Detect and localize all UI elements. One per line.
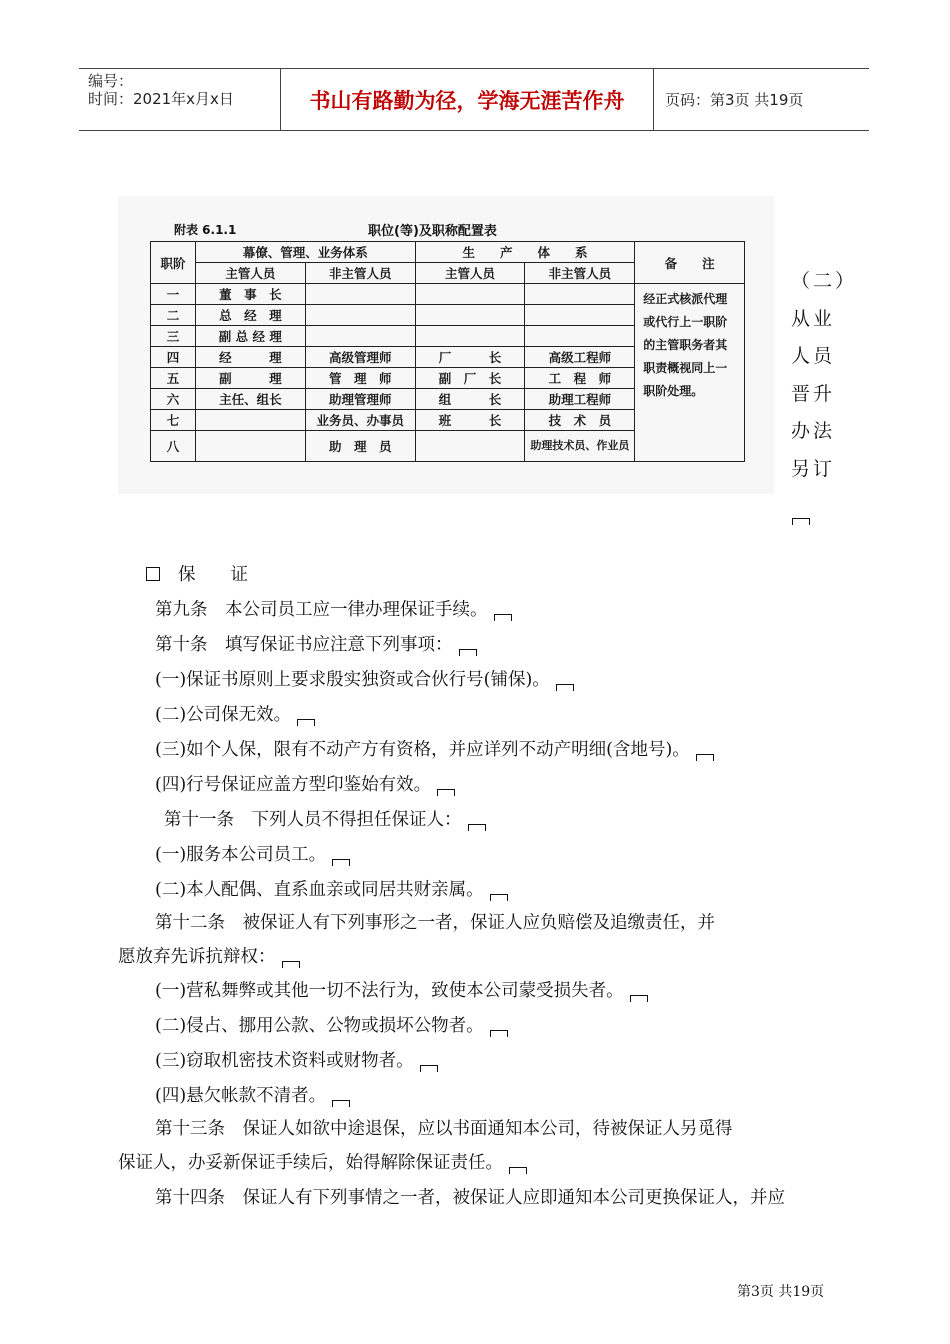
- cell: 业务员、办事员: [305, 410, 415, 431]
- paragraph-mark-icon: [332, 859, 350, 866]
- cell-level: 一: [151, 284, 196, 305]
- paragraph-mark-icon: [297, 719, 315, 726]
- sub-head-non-manager: 非主管人员: [305, 263, 415, 284]
- paragraph-mark-icon: [792, 504, 810, 525]
- body-line: (四)悬欠帐款不清者。: [155, 1082, 350, 1107]
- cell-level: 三: [151, 326, 196, 347]
- cell: [305, 326, 415, 347]
- head-group-production: 生 产 体 系: [415, 242, 635, 263]
- cell-level: 六: [151, 389, 196, 410]
- cell: 厂 长: [415, 347, 525, 368]
- cell: 助理技术员、作业员: [525, 431, 635, 462]
- sub-head-manager: 主管人员: [195, 263, 305, 284]
- body-line: (三)窃取机密技术资料或财物者。: [155, 1047, 438, 1072]
- body-line: 第十一条 下列人员不得担任保证人：: [164, 806, 486, 831]
- cell: [195, 410, 305, 431]
- cell-level: 七: [151, 410, 196, 431]
- body-line: 愿放弃先诉抗辩权：: [118, 943, 300, 968]
- table-row: [151, 284, 745, 305]
- body-line: (一)保证书原则上要求殷实独资或合伙行号(铺保)。: [155, 666, 574, 691]
- cell: [415, 326, 525, 347]
- header-motto: 书山有路勤为径，学海无涯苦作舟: [309, 88, 625, 113]
- table-caption-title: 职位(等)及职称配置表: [368, 224, 497, 239]
- time-label: 时间：2021年x月x日: [88, 90, 234, 108]
- body-line: (一)营私舞弊或其他一切不法行为，致使本公司蒙受损失者。: [155, 977, 648, 1002]
- cell: 总 经 理: [195, 305, 305, 326]
- cell-level: 八: [151, 431, 196, 462]
- paragraph-mark-icon: [282, 961, 300, 968]
- body-line: (二)公司保无效。: [155, 701, 315, 726]
- paragraph-mark-icon: [459, 649, 477, 656]
- cell: [305, 284, 415, 305]
- paragraph-mark-icon: [556, 684, 574, 691]
- cell: 助理工程师: [525, 389, 635, 410]
- cell: 管 理 师: [305, 368, 415, 389]
- body-line: (二)侵占、挪用公款、公物或损坏公物者。: [155, 1012, 508, 1037]
- paragraph-mark-icon: [696, 754, 714, 761]
- cell: [525, 326, 635, 347]
- head-group-admin: 幕僚、管理、业务体系: [195, 242, 415, 263]
- paragraph-mark-icon: [490, 1030, 508, 1037]
- cell-remark: 经正式核派代理或代行上一职阶的主管职务者其职责概视同上一职阶处理。: [635, 284, 745, 462]
- body-line: (二)本人配偶、直系血亲或同居共财亲属。: [155, 876, 508, 901]
- body-line: 第十四条 保证人有下列事情之一者，被保证人应即通知本公司更换保证人，并应: [155, 1188, 785, 1208]
- cell: 技 术 员: [525, 410, 635, 431]
- paragraph-mark-icon: [332, 1100, 350, 1107]
- checkbox-icon: [146, 567, 160, 581]
- cell: 助 理 员: [305, 431, 415, 462]
- paragraph-mark-icon: [490, 894, 508, 901]
- side-text: 另订: [791, 458, 836, 480]
- cell: 组 长: [415, 389, 525, 410]
- cell: 助理管理师: [305, 389, 415, 410]
- side-text: 办法: [791, 420, 836, 442]
- paragraph-mark-icon: [437, 789, 455, 796]
- cell: [415, 305, 525, 326]
- sub-head-non-manager: 非主管人员: [525, 263, 635, 284]
- section-title: 保 证: [146, 561, 248, 586]
- cell: 班 长: [415, 410, 525, 431]
- cell: 主任、组长: [195, 389, 305, 410]
- paragraph-mark-icon: [468, 824, 486, 831]
- body-line: (一)服务本公司员工。: [155, 841, 350, 866]
- body-line: 第十三条 保证人如欲中途退保，应以书面通知本公司，待被保证人另觅得: [155, 1119, 733, 1139]
- cell: [415, 431, 525, 462]
- cell: [195, 431, 305, 462]
- side-text: （二）: [791, 270, 858, 292]
- cell-level: 四: [151, 347, 196, 368]
- cell: 副 厂 长: [415, 368, 525, 389]
- header-page-label: 页码：第3页 共19页: [665, 91, 804, 109]
- cell: [305, 305, 415, 326]
- body-line: 保证人，办妥新保证手续后，始得解除保证责任。: [118, 1149, 527, 1174]
- paragraph-mark-icon: [509, 1167, 527, 1174]
- side-text: 人员: [791, 345, 836, 367]
- table-caption-number: 附表 6.1.1: [174, 223, 237, 237]
- side-text: 晋升: [791, 383, 836, 405]
- cell: 高级工程师: [525, 347, 635, 368]
- cell: 副 理: [195, 368, 305, 389]
- head-level: 职阶: [151, 242, 196, 284]
- paragraph-mark-icon: [494, 614, 512, 621]
- cell: 经 理: [195, 347, 305, 368]
- sub-head-manager: 主管人员: [415, 263, 525, 284]
- cell: [525, 284, 635, 305]
- cell: 副 总 经 理: [195, 326, 305, 347]
- position-table-image: [118, 196, 774, 494]
- header-divider: [653, 69, 654, 130]
- body-line: 第十条 填写保证书应注意下列事项：: [155, 631, 477, 656]
- cell: 工 程 师: [525, 368, 635, 389]
- document-header: [79, 68, 869, 131]
- body-line: 第九条 本公司员工应一律办理保证手续。: [155, 596, 512, 621]
- cell-level: 二: [151, 305, 196, 326]
- cell: 高级管理师: [305, 347, 415, 368]
- body-line: 第十二条 被保证人有下列事形之一者，保证人应负赔偿及追缴责任，并: [155, 913, 715, 933]
- page-footer: 第3页 共19页: [737, 1284, 825, 1300]
- cell-level: 五: [151, 368, 196, 389]
- paragraph-mark-icon: [420, 1065, 438, 1072]
- cell: [415, 284, 525, 305]
- cell: 董 事 长: [195, 284, 305, 305]
- header-meta: [88, 72, 234, 108]
- number-label: 编号：: [88, 72, 134, 90]
- head-remark: 备 注: [635, 242, 745, 284]
- side-text: 从业: [791, 308, 836, 330]
- paragraph-mark-icon: [630, 995, 648, 1002]
- position-table: [150, 241, 745, 462]
- cell: [525, 305, 635, 326]
- body-line: (四)行号保证应盖方型印鉴始有效。: [155, 771, 455, 796]
- body-line: (三)如个人保，限有不动产方有资格，并应详列不动产明细(含地号)。: [155, 736, 714, 761]
